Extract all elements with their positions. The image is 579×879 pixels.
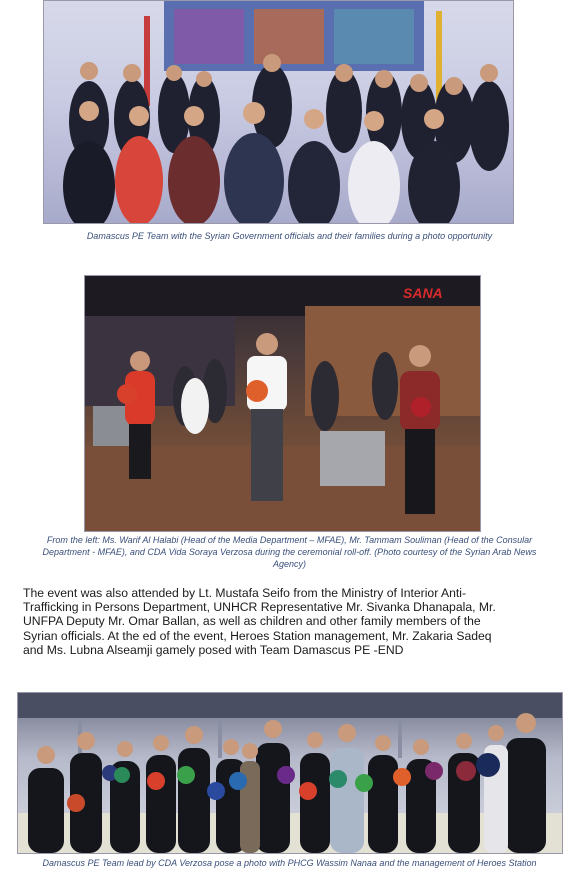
paragraph-line-1: The event was also attended by Lt. Mustafa Seifo from the Ministry of Interior Anti- bbox=[23, 586, 467, 600]
photo2-caption bbox=[8, 534, 571, 570]
bowling-ball-left bbox=[117, 384, 137, 404]
bowling-ball-center bbox=[246, 380, 268, 402]
group-photo-illustration bbox=[44, 1, 513, 223]
team-pose-illustration bbox=[18, 693, 562, 853]
paragraph-line-5: and Ms. Lubna Alseamji gamely posed with Team Damascus PE -END bbox=[23, 642, 404, 657]
ball-return-center bbox=[320, 431, 385, 486]
group-photo-with-officials bbox=[43, 0, 514, 224]
photo3-caption: Damascus PE Team lead by CDA Verzosa pose a photo with PHCG Wassim Nanaa and the management of Heroes Station bbox=[42, 858, 537, 868]
event-paragraph bbox=[23, 586, 543, 657]
roll-off-illustration bbox=[85, 276, 480, 531]
photo2-caption-line1: From the left: Ms. Warif Al Halabi (Head of the Media Department – MFAE), Mr. Tammam Souliman (Head of the Consular bbox=[46, 535, 533, 545]
photo2-caption-line2: Department - MFAE), and CDA Vida Soraya Verzosa during the ceremonial roll-off. (Photo courtesy of the Syrian Arab News bbox=[42, 547, 537, 557]
ceremonial-roll-off-photo bbox=[84, 275, 481, 532]
photo2-caption-line3: Agency) bbox=[272, 559, 307, 569]
flag-right bbox=[436, 11, 442, 101]
sana-watermark: SANA bbox=[403, 285, 443, 301]
paragraph-line-2: Trafficking in Persons Department, UNHCR Representative Mr. Sivanka Dhanapala, Mr. bbox=[23, 600, 496, 615]
paragraph-line-4: Syrian officials. At the ed of the event, Heroes Station management, Mr. Zakaria Sadeq bbox=[23, 628, 492, 643]
paragraph-line-3: UNFPA Deputy Mr. Omar Ballan, as well as children and other family members of the bbox=[23, 614, 481, 629]
photo1-caption: Damascus PE Team with the Syrian Government officials and their families during a photo opportunity bbox=[86, 231, 493, 241]
bowling-ball-right bbox=[411, 397, 431, 417]
team-pose-photo bbox=[17, 692, 563, 854]
